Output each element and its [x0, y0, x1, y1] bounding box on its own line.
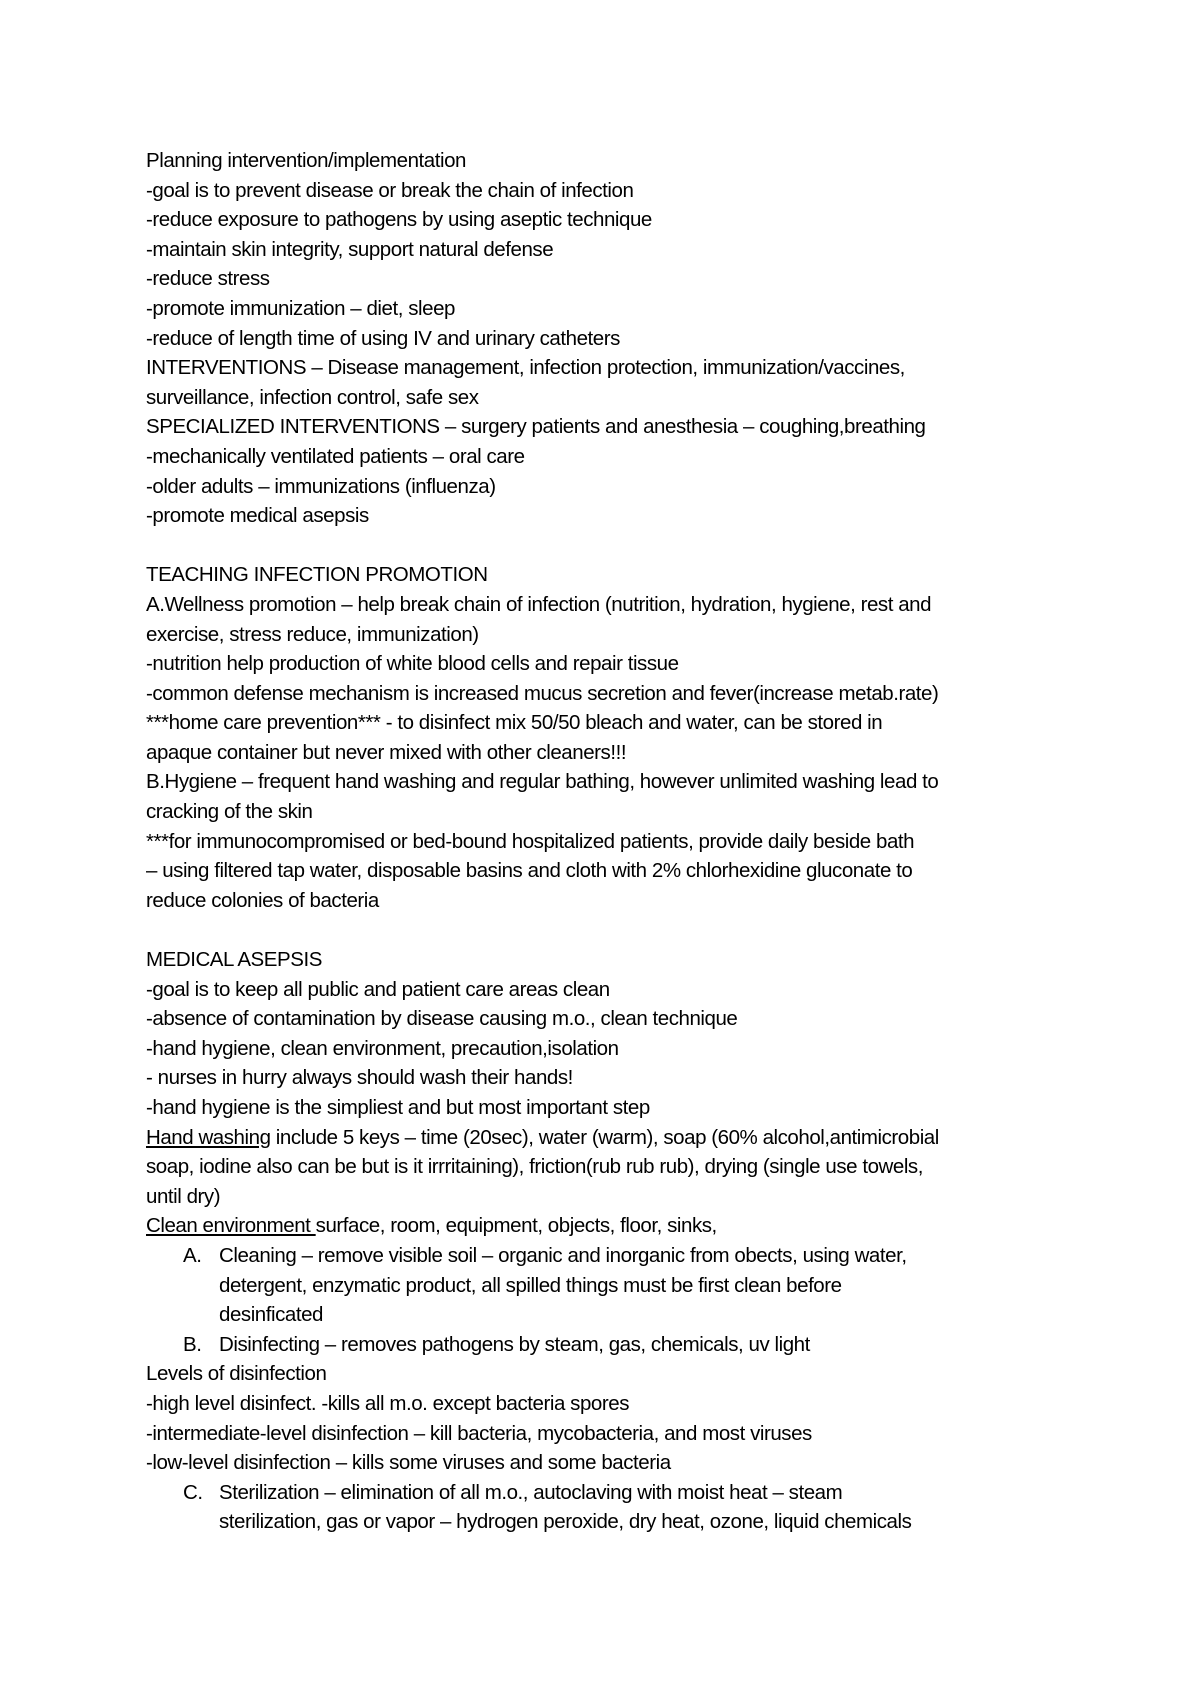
hand-washing-text: include 5 keys – time (20sec), water (warm), soap (60% alcohol,antimicrobial	[270, 1125, 939, 1149]
text-line: ***for immunocompromised or bed-bound hospitalized patients, provide daily beside bath	[146, 829, 915, 853]
section-medical-asepsis	[146, 945, 1066, 1537]
text-line: B.Hygiene – frequent hand washing and regular bathing, however unlimited washing lead to	[146, 770, 939, 794]
list-text: Disinfecting – removes pathogens by steam, gas, chemicals, uv light	[219, 1332, 810, 1356]
section-heading: MEDICAL ASEPSIS	[146, 948, 322, 972]
list-text: sterilization, gas or vapor – hydrogen peroxide, dry heat, ozone, liquid chemicals	[219, 1510, 912, 1534]
text-line: until dry)	[146, 1184, 221, 1208]
text-line: -goal is to prevent disease or break the chain of infection	[146, 178, 634, 202]
list-text: detergent, enzymatic product, all spilled things must be first clean before	[219, 1273, 842, 1297]
text-line: reduce colonies of bacteria	[146, 888, 379, 912]
text-line: -common defense mechanism is increased mucus secretion and fever(increase metab.rate)	[146, 681, 939, 705]
text-line: -promote medical asepsis	[146, 504, 369, 528]
list-item-b	[146, 1330, 1066, 1360]
hand-washing-line	[146, 1123, 1066, 1153]
text-line: cracking of the skin	[146, 800, 313, 824]
text-line: apaque container but never mixed with other cleaners!!!	[146, 740, 627, 764]
text-line: ***home care prevention*** - to disinfect mix 50/50 bleach and water, can be stored in	[146, 711, 883, 735]
text-line: -reduce of length time of using IV and urinary catheters	[146, 326, 620, 350]
list-item-a	[146, 1241, 1066, 1330]
blank-line	[146, 915, 1066, 945]
text-line: exercise, stress reduce, immunization)	[146, 622, 479, 646]
text-line: -mechanically ventilated patients – oral care	[146, 444, 525, 468]
text-line: -intermediate-level disinfection – kill bacteria, mycobacteria, and most viruses	[146, 1421, 812, 1445]
text-line: INTERVENTIONS – Disease management, infection protection, immunization/vaccines,	[146, 356, 905, 380]
text-line: - nurses in hurry always should wash their hands!	[146, 1066, 573, 1090]
text-line: -hand hygiene, clean environment, precaution,isolation	[146, 1036, 619, 1060]
list-marker: B.	[183, 1332, 202, 1356]
document-page	[146, 146, 1066, 1537]
text-line: -goal is to keep all public and patient care areas clean	[146, 977, 610, 1001]
text-line: -absence of contamination by disease causing m.o., clean technique	[146, 1007, 738, 1031]
list-text: desinficated	[219, 1303, 324, 1327]
text-line: – using filtered tap water, disposable basins and cloth with 2% chlorhexidine gluconate to	[146, 859, 913, 883]
text-line: SPECIALIZED INTERVENTIONS – surgery patients and anesthesia – coughing,breathing	[146, 415, 926, 439]
section-heading: TEACHING INFECTION PROMOTION	[146, 563, 488, 587]
text-line: soap, iodine also can be but is it irrritaining), friction(rub rub rub), drying (single use towels,	[146, 1155, 923, 1179]
list-marker: A.	[183, 1243, 202, 1267]
clean-environment-label: Clean environment	[146, 1214, 316, 1238]
section-heading: Planning intervention/implementation	[146, 149, 466, 172]
text-line: -hand hygiene is the simpliest and but most important step	[146, 1096, 650, 1119]
subheading: Levels of disinfection	[146, 1362, 327, 1386]
text-line: -maintain skin integrity, support natural defense	[146, 237, 554, 261]
list-text: Cleaning – remove visible soil – organic and inorganic from obects, using water,	[219, 1243, 907, 1267]
clean-environment-line	[146, 1211, 1066, 1241]
text-line: -nutrition help production of white blood cells and repair tissue	[146, 652, 679, 676]
text-line: surveillance, infection control, safe sex	[146, 385, 479, 409]
list-item-c	[146, 1478, 1066, 1537]
list-text: Sterilization – elimination of all m.o., autoclaving with moist heat – steam	[219, 1480, 843, 1504]
text-line: -reduce stress	[146, 267, 270, 291]
section-teaching	[146, 560, 1066, 915]
hand-washing-label: Hand washing	[146, 1125, 271, 1149]
text-line: -low-level disinfection – kills some viruses and some bacteria	[146, 1451, 671, 1475]
text-line: -high level disinfect. -kills all m.o. except bacteria spores	[146, 1391, 629, 1415]
text-line: -reduce exposure to pathogens by using aseptic technique	[146, 208, 652, 232]
clean-environment-text: surface, room, equipment, objects, floor, sinks,	[315, 1214, 717, 1238]
text-line: -older adults – immunizations (influenza)	[146, 474, 496, 498]
text-line: -promote immunization – diet, sleep	[146, 296, 455, 320]
section-planning	[146, 146, 1066, 531]
list-marker: C.	[183, 1480, 203, 1504]
blank-line	[146, 531, 1066, 561]
text-line: A.Wellness promotion – help break chain of infection (nutrition, hydration, hygiene, rest and	[146, 592, 932, 616]
